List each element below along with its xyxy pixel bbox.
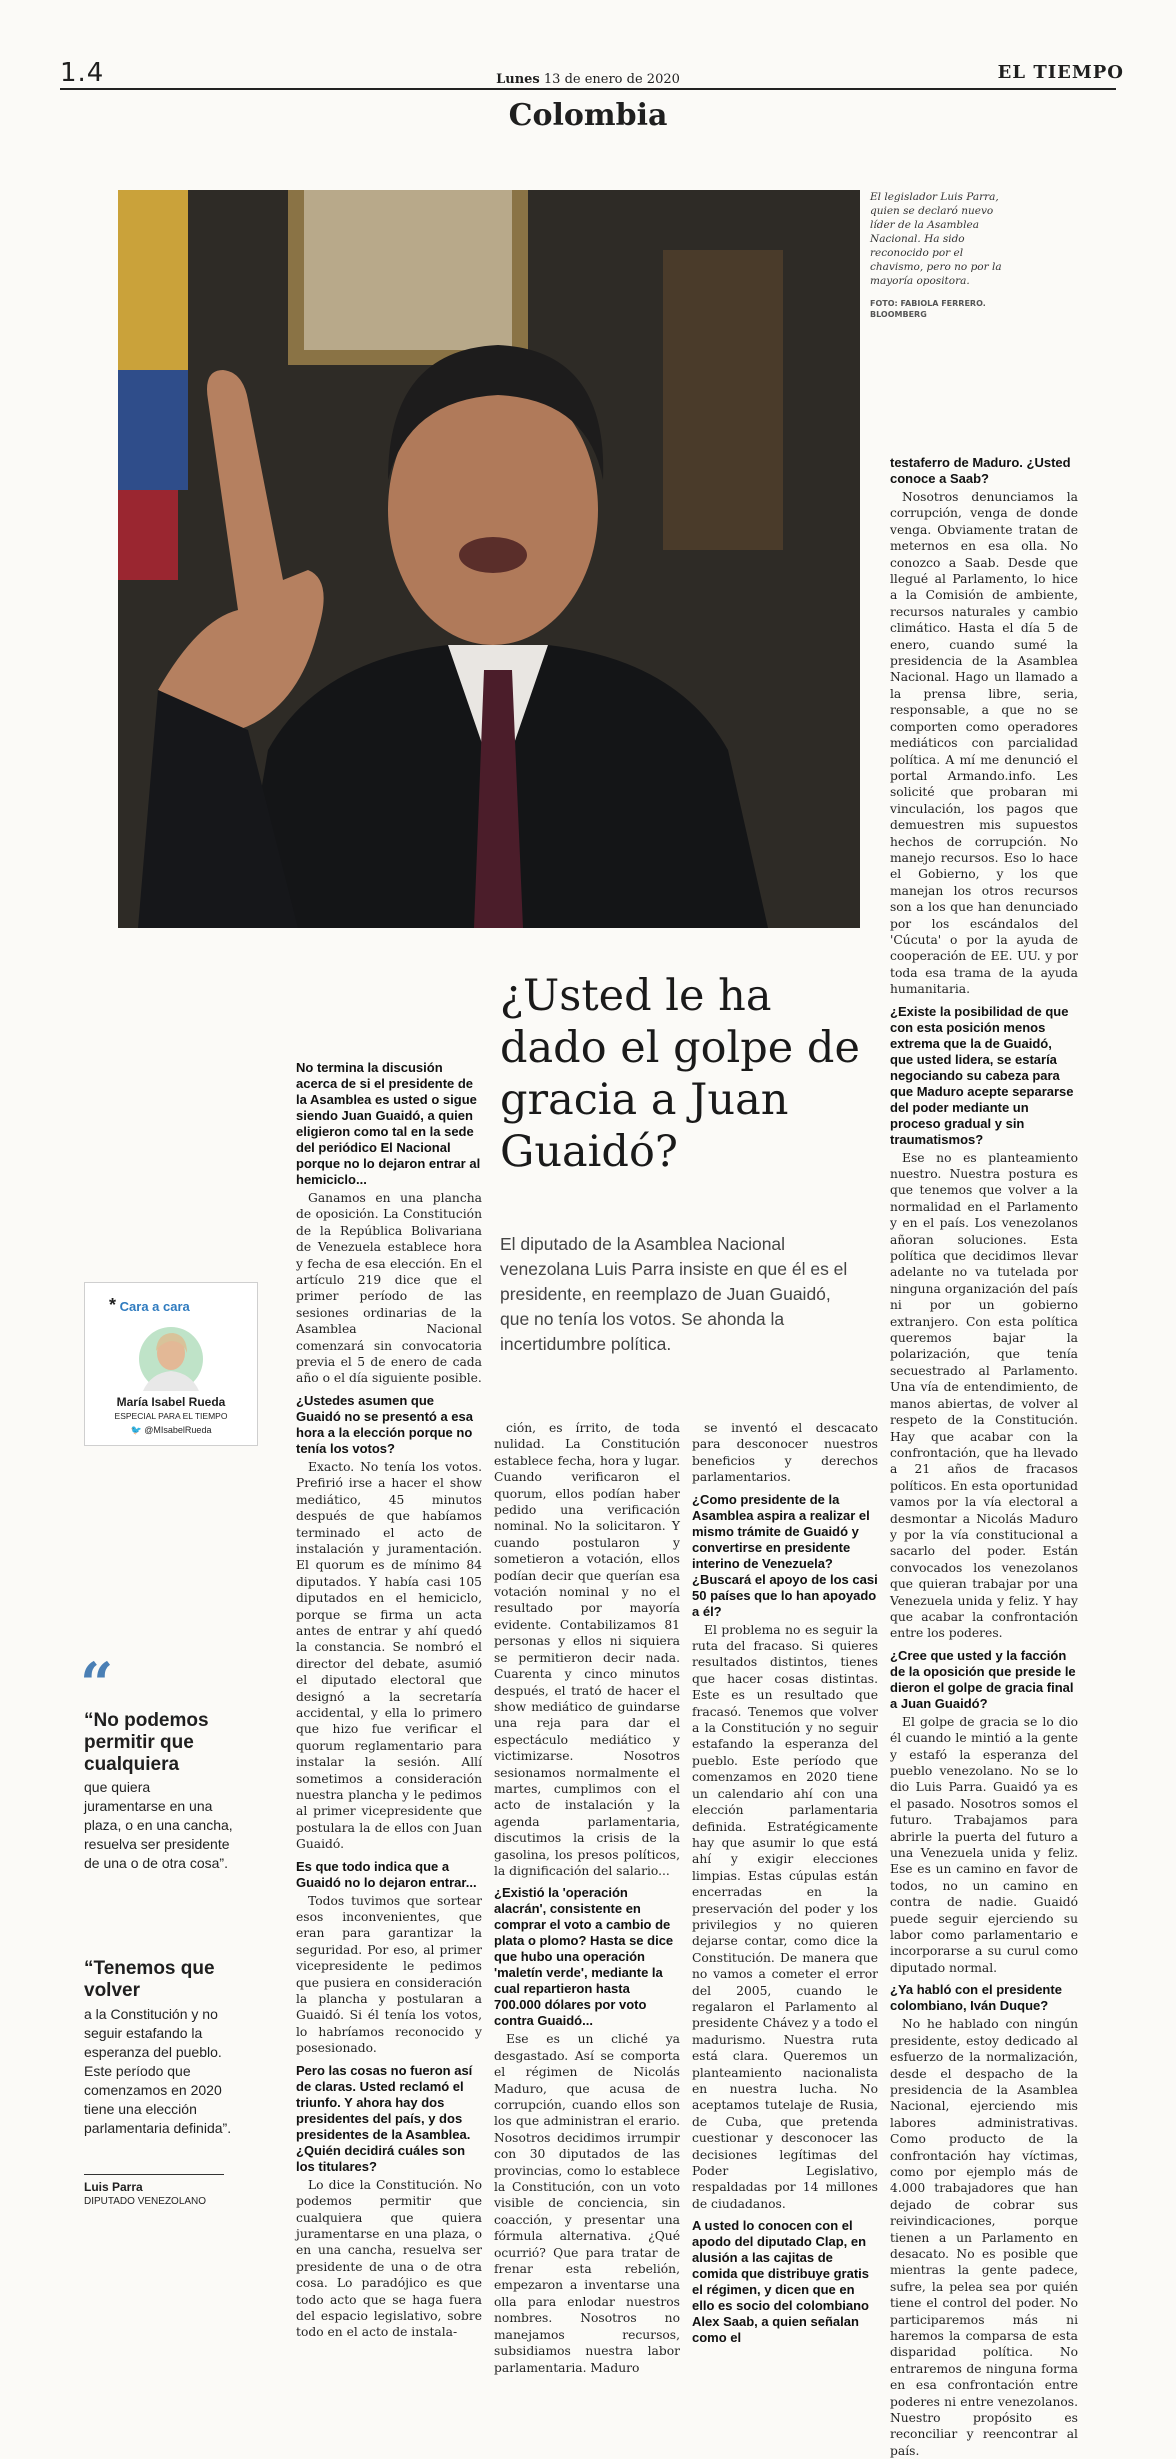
interview-answer: Todos tuvimos que sortear esos inconvenientes, que eran para garantizar la seguridad. Por eso, al primer vicepresidente le pedimos que pusiera en consideración la plancha y postularan a Guaidó. Si él tenía los votos, lo habríamos reconocido y posesionado.: [296, 1893, 482, 2056]
quote-icon: “: [80, 1650, 114, 1718]
photo-credit: FOTO: FABIOLA FERRERO. BLOOMBERG: [870, 299, 986, 319]
pullquote-divider: [84, 2174, 224, 2175]
interview-answer: Ese no es planteamiento nuestro. Nuestra postura es que tenemos que volver a la normalidad en el Parlamento y en el país. Los venezolanos añoran soluciones. Esta política que decidimos llevar adelante no va tutelada por ninguna organización del país ni por un gobierno extranjero. Con esta política queremos bajar la polarización, que tenía secuestrado al Parlamento. Una vía de entendimiento, de manos abiertas, de volver al respeto de la Constitución. Hay que acabar con la confrontación, que ha llevado a 21 años de fracasos políticos. En esta oportunidad vamos por la vía electoral a desmontar a Nicolás Maduro y por la vía constitucional a sacarlo del poder. Están convocados los venezolanos que quieran trabajar por una Venezuela unida y feliz. Y hay que acabar la confrontación entre los poderes.: [890, 1150, 1078, 1641]
article-photo: [118, 190, 860, 928]
interview-question: ¿Cree que usted y la facción de la oposición que preside le dieron el golpe de gracia final a Juan Guaidó?: [890, 1647, 1076, 1711]
pullquote-1-head: “No podemos permitir que cualquiera: [84, 1710, 209, 1775]
interview-question: ¿Existe la posibilidad de que con esta posición menos extrema que la de Guaidó, que usted lidera, se estaría negociando su cabeza para que Maduro acepte separarse del poder mediante un proceso gradual y sin traumatismos?: [890, 1003, 1074, 1147]
interview-question: testaferro de Maduro. ¿Usted conoce a Saab?: [890, 455, 1071, 486]
page-number: 1.4: [60, 58, 105, 88]
section-title: Colombia: [508, 98, 668, 133]
pullquote-2-body: a la Constitución y no seguir estafando la esperanza del pueblo. Este período que comenzamos en 2020 tiene una elección parlamentaria definida”.: [84, 2006, 232, 2136]
asterisk-icon: *: [109, 1295, 117, 1315]
interview-question: Es que todo indica que a Guaidó no lo dejaron entrar...: [296, 1858, 477, 1890]
interview-answer: Lo dice la Constitución. No podemos permitir que cualquiera que quiera juramentarse en una plaza, o en una cancha, resuelva ser presidente de una o de otra cosa. Lo paradójico es que todo acto que se haga fuera del espacio legislativo, sobre todo en el acto de instala-: [296, 2177, 482, 2340]
interview-question: ¿Como presidente de la Asamblea aspira a realizar el mismo trámite de Guaidó y convertirse en presidente interino de Venezuela? ¿Buscará el apoyo de los casi 50 países que lo han apoyado a él?: [692, 1491, 878, 1619]
cara-a-cara-label: [109, 1295, 190, 1316]
byline-box: [84, 1282, 258, 1446]
interview-question: No termina la discusión acerca de si el presidente de la Asamblea es usted o sigue siendo Juan Guaidó, a quien eligieron como tal en la sede del periódico El Nacional porque no lo dejaron entrar al hemiciclo...: [296, 1060, 481, 1187]
issue-date: [430, 72, 746, 87]
pullquote-source-role: DIPUTADO VENEZOLANO: [84, 2196, 207, 2207]
interview-question: ¿Ya habló con el presidente colombiano, Iván Duque?: [890, 1982, 1062, 2014]
pullquote-2-head: “Tenemos que volver: [84, 1958, 215, 2001]
author-handle-text: @MIsabelRueda: [144, 1425, 212, 1435]
interview-answer: No he hablado con ningún presidente, estoy dedicado al esfuerzo de la normalización, desde el despacho de la presidencia de la Asamblea Nacional, ejerciendo mis labores administrativas. Como producto de la confrontación hay víctimas, como por ejemplo más de 4.000 trabajadores que han dejado de cobrar sus reivindicaciones, porque tienen a un Parlamento en desacato. No es posible que mientras la gente padece, sufre, la pelea sea por quién tiene el control del poder. No participaremos más ni haremos la comparsa de esta disparidad política. No entraremos de ninguna forma en esa confrontación entre poderes ni entre venezolanos. Nuestro propósito es reconciliar y reencontrar al país.: [890, 2017, 1078, 2458]
issue-date-day: Lunes: [496, 72, 540, 87]
cara-a-cara-text: Cara a cara: [119, 1299, 190, 1314]
interview-question: ¿Ustedes asumen que Guaidó no se presentó a esa hora a la elección porque no tenía los votos?: [296, 1392, 473, 1456]
interview-answer: Exacto. No tenía los votos. Prefirió irse a hacer el show mediático, 45 minutos después de que habíamos terminado el acto de instalación y juramentación. El quorum es de mínimo 84 diputados. Y había casi 105 diputados en el hemiciclo, porque se firma un acta antes de entrar y ahí quedó la constancia. Se nombró el director del debate, asumió el diputado electoral que designó a la secretaría accidental, y ella lo primero que hizo fue verificar el quorum reglamentario para instalar la sesión. Allí sometimos a consideración nuestra plancha y le pedimos al primer vicepresidente que postulara la de ellos con Juan Guaidó.: [296, 1459, 482, 1852]
article-column-4: [890, 455, 1078, 2458]
author-handle[interactable]: [85, 1425, 257, 1436]
pullquote-1-body: que quiera juramentarse en una plaza, o en una cancha, resuelva ser presidente de una o de otra cosa”.: [84, 1779, 233, 1871]
interview-answer: Ese es un cliché ya desgastado. Así se comporta el régimen de Nicolás Maduro, que acusa de corrupción, cuando ellos son los que administran el erario. Nosotros decidimos irrumpir con 30 diputados de las provincias, como lo establece la Constitución, con un voto visible de conciencia, sin coacción, y presentar una fórmula alternativa. ¿Qué ocurrió? Que para tratar de frenar esta rebelión, empezaron a inventarse una olla para enlodar nuestros nombres. Nosotros no manejamos recursos, subsidiamos nuestra labor parlamentaria. Maduro: [494, 2032, 680, 2375]
interview-answer: El golpe de gracia se lo dio él cuando le mintió a la gente y estafó la esperanza del pueblo venezolano. No se lo dio Luis Parra. Guaidó ya es el pasado. Nosotros somos el futuro. Trabajamos para abrirle la puerta del futuro a una Venezuela unida y feliz. Ese es un camino en favor de todos, no un camino en contra de nadie. Guaidó puede seguir ejerciendo su labor como parlamentario e incorporarse a su curul como diputado normal.: [890, 1714, 1078, 1975]
interview-answer: Nosotros denunciamos la corrupción, venga de donde venga. Obviamente tratan de meternos en esa olla. No conozco a Saab. Desde que llegué al Parlamento, lo hice a la Comisión de ambiente, recursos naturales y cambio climático. Hasta el día 5 de enero, cuando sumé la presidencia de la Asamblea Nacional. Hago un llamado a la prensa libre, seria, responsable, a que no se comporten como operadores mediáticos con parcialidad política. A mí me denunció el portal Armando.info. Les solicité que probaran mi vinculación, los pagos que demuestren mis supuestos hechos de corrupción. No manejo recursos. Eso lo hace el Gobierno, y los que manejan los otros recursos son a los que han denunciado por los escándalos del 'Cúcuta' o por la ayuda de cooperación de EE. UU. y por toda esa trama de la ayuda humanitaria.: [890, 490, 1078, 997]
interview-answer: se inventó el descacato para desconocer nuestros beneficios y derechos parlamentarios.: [692, 1421, 878, 1485]
author-avatar: [121, 1321, 221, 1391]
interview-question: Pero las cosas no fueron así de claras. Usted reclamó el triunfo. Y ahora hay dos presidentes del país, y dos presidentes de la Asamblea. ¿Quién decidirá cuáles son los titulares?: [296, 2062, 473, 2174]
article-column-1: [296, 1060, 482, 2340]
interview-answer: El problema no es seguir la ruta del fracaso. Si quieres resultados distintos, tienes que hacer cosas distintas. Este es un resultado que fracasó. Tenemos que volver a la Constitución y no seguir estafando la esperanza del pueblo. Este período que comenzamos en 2020 tiene un calendario ahí con una elección parlamentaria definida. Estratégicamente hay que asumir lo que está ahí y exigir elecciones limpias. Estas cúpulas están encerradas en la preservación del poder y los privilegios y no quieren dejarse contar, como dice la Constitución. De manera que no vamos a cometer el error del 2005, cuando le regalaron el Parlamento al presidente Chávez y a todo el madurismo. Nuestra ruta está clara. Queremos un planteamiento nacionalista en nuestra lucha. No aceptamos tutelaje de Rusia, de Cuba, que pretenda cuestionar y desconocer las decisiones legítimas del Poder Legislativo, respaldadas por 14 millones de ciudadanos.: [692, 1622, 878, 2211]
author-name: María Isabel Rueda: [116, 1395, 226, 1409]
portrait-illustration: [118, 190, 860, 928]
issue-date-rest: 13 de enero de 2020: [543, 72, 680, 87]
article-column-3: [692, 1420, 878, 2346]
brand-logo: EL TIEMPO: [997, 62, 1124, 83]
interview-answer: ción, es írrito, de toda nulidad. La Constitución establece fecha, hora y lugar. Cuando verificaron el quorum, ellos podían haber pedido una verificación nominal. No la solicitaron. Y cuando postularon y sometieron a votación, ellos podían decir que querían esa votación nominal y no el resultado por mayoría evidente. Contabilizamos 81 personas y ellos ni siquiera se permitieron decir nada. Cuarenta y cinco minutos después, el trató de hacer el show mediático de guindarse una reja para dar el espectáculo mediático y victimizarse. Nosotros sesionamos normalmente el martes, cumplimos con el acto de instalación y la agenda parlamentaria, discutimos la crisis de la gasolina, los presos políticos, la dignificación del salario...: [494, 1421, 680, 1878]
article-title: ¿Usted le ha dado el golpe de gracia a Juan Guaidó?: [500, 971, 860, 1177]
interview-question: A usted lo conocen con el apodo del diputado Clap, en alusión a las cajitas de comida que distribuye gratis el régimen, y dicen que en ello es socio del colombiano Alex Saab, a quien señalan como el: [692, 2218, 869, 2346]
interview-question: ¿Existió la 'operación alacrán', consistente en comprar el voto a cambio de plata o plomo? Hasta se dice que hubo una operación 'maletín verde', mediante la cual repartieron hasta 700.000 dólares por voto contra Guaidó...: [494, 1885, 674, 2029]
interview-answer: Ganamos en una plancha de oposición. La Constitución de la República Bolivariana de Venezuela establece hora y fecha de esa elección. En el artículo 219 dice que el primer período de las sesiones ordinarias de la Asamblea Nacional comenzará sin convocatoria previa el 5 de enero de cada año o el día siguiente posible.: [296, 1191, 482, 1386]
article-column-2: [494, 1420, 680, 2375]
pullquote-source-name: Luis Parra: [84, 2180, 143, 2194]
photo-caption: El legislador Luis Parra, quien se declaró nuevo líder de la Asamblea Nacional. Ha sido reconocido por el chavismo, pero no por la mayoría opositora.: [870, 191, 1002, 287]
twitter-icon: 🐦: [130, 1425, 142, 1435]
article-lede: El diputado de la Asamblea Nacional venezolana Luis Parra insiste en que él es el presidente, en reemplazo de Juan Guaidó, que no tenía los votos. Se ahonda la incertidumbre política.: [500, 1234, 848, 1354]
author-role: ESPECIAL PARA EL TIEMPO: [114, 1411, 228, 1421]
header-rule: [60, 88, 1116, 90]
